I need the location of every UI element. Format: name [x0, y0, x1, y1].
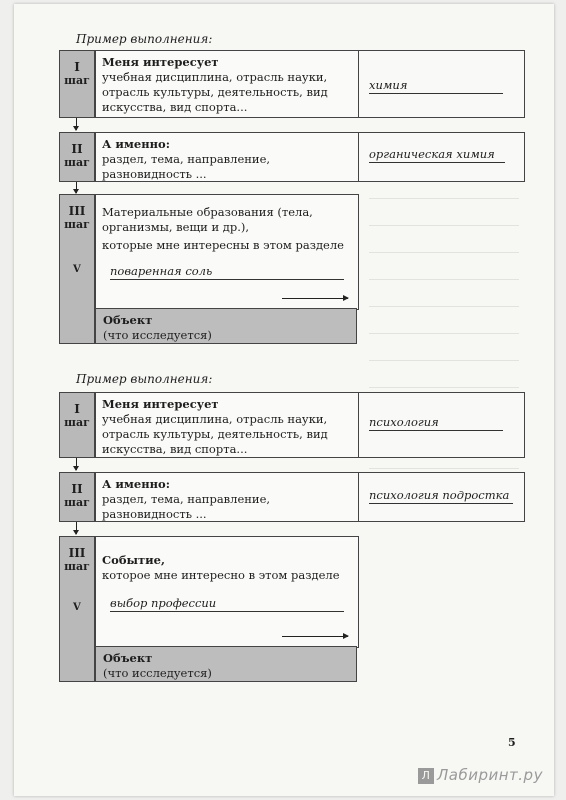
example-1-title: Пример выполнения:: [76, 32, 213, 46]
step-word: шаг: [64, 416, 90, 429]
down-arrow: [76, 522, 77, 534]
example-2-title: Пример выполнения:: [76, 372, 213, 386]
watermark: [418, 766, 543, 784]
prompt-heading: Событие,: [102, 553, 165, 567]
example-2-step-2-label: [59, 472, 95, 522]
right-arrow: [282, 636, 348, 637]
step-word: шаг: [64, 74, 90, 87]
step-number: I: [74, 60, 80, 74]
object-heading: Объект: [103, 651, 153, 665]
prompt-heading: Меня интересует: [102, 55, 219, 69]
down-arrow: [76, 182, 77, 193]
example-2-step-2-prompt: [95, 472, 359, 522]
example-2-step-1-prompt: [95, 392, 359, 458]
prompt-text: которое мне интересно в этом разделе: [102, 568, 340, 582]
labirint-logo-icon: Л: [418, 768, 434, 784]
example-2-step-3-prompt: [95, 536, 359, 648]
object-heading: Объект: [103, 313, 153, 327]
prompt-text: раздел, тема, направление, разновидность ...: [102, 152, 271, 181]
object-text: (что исследуется): [103, 666, 212, 680]
down-arrow: [76, 118, 77, 130]
workbook-page: [14, 4, 554, 796]
step-number: II: [71, 142, 83, 156]
step-word: шаг: [64, 218, 90, 231]
prompt-text-2: которые мне интересны в этом разделе: [102, 238, 344, 252]
step-word: шаг: [64, 560, 90, 573]
step-number: III: [68, 546, 86, 560]
example-1-step-1-prompt: [95, 50, 359, 118]
page-number: 5: [508, 736, 516, 749]
example-1-step-2-label: [59, 132, 95, 182]
step-word: шаг: [64, 496, 90, 509]
example-2-object-box: [95, 646, 357, 682]
prompt-text: Материальные образования (тела, организмы, вещи и др.),: [102, 205, 313, 234]
example-2-step-1-answer: психология: [369, 415, 503, 431]
example-1-step-1-answer: химия: [369, 78, 503, 94]
step-number: II: [71, 482, 83, 496]
caret-marker: V: [73, 264, 81, 275]
prompt-text: учебная дисциплина, отрасль науки, отрасль культуры, деятельность, вид искусства, вид спорта...: [102, 70, 328, 114]
prompt-text: учебная дисциплина, отрасль науки, отрасль культуры, деятельность, вид искусства, вид спорта...: [102, 412, 328, 456]
prompt-heading: Меня интересует: [102, 397, 219, 411]
example-2-step-1-label: [59, 392, 95, 458]
example-2-step-3-answer: выбор профессии: [110, 596, 344, 612]
caret-marker: V: [73, 602, 81, 613]
example-1-object-box: [95, 308, 357, 344]
prompt-heading: А именно:: [102, 477, 170, 491]
down-arrow: [76, 458, 77, 470]
example-1-step-3-prompt: [95, 194, 359, 310]
prompt-heading: А именно:: [102, 137, 170, 151]
watermark-text: Лабиринт.ру: [437, 766, 543, 784]
step-number: I: [74, 402, 80, 416]
example-2-step-2-answer: психология подростка: [369, 488, 513, 504]
example-1-step-3-answer: поваренная соль: [110, 264, 344, 280]
example-1-step-2-prompt: [95, 132, 359, 182]
object-text: (что исследуется): [103, 328, 212, 342]
step-number: III: [68, 204, 86, 218]
example-1-step-2-answer: органическая химия: [369, 147, 505, 163]
example-1-step-1-label: [59, 50, 95, 118]
prompt-text: раздел, тема, направление, разновидность ...: [102, 492, 271, 521]
step-word: шаг: [64, 156, 90, 169]
right-arrow: [282, 298, 348, 299]
